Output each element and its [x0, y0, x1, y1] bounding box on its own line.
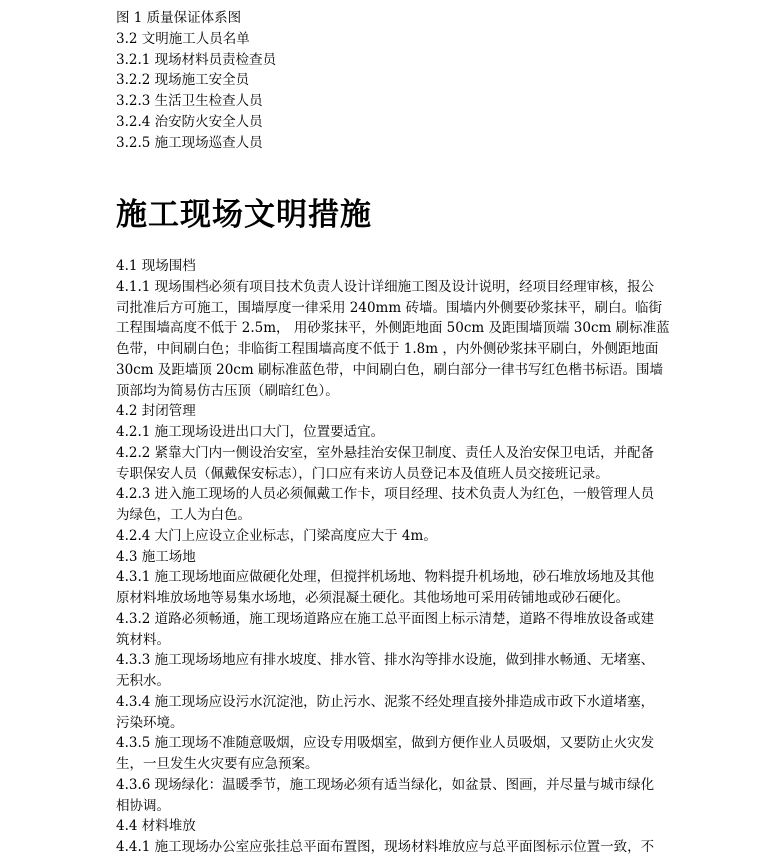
text-line: 司批准后方可施工，围墙厚度一律采用 240mm 砖墙。围墙内外侧要砂浆抹平，刷白。临街 — [116, 299, 662, 316]
text-line: 4.3.3 施工现场场地应有排水坡度、排水管、排水沟等排水设施，做到排水畅通、无堵塞、 — [116, 652, 655, 669]
text-line: 4.3.5 施工现场不准随意吸烟，应设专用吸烟室，做到方便作业人员吸烟，又要防止火灾发 — [116, 735, 655, 752]
body-text — [116, 256, 672, 858]
text-line: 4.3.4 施工现场应设污水沉淀池，防止污水、泥浆不经处理直接外排造成市政下水道堵塞， — [116, 693, 655, 710]
text-line: 色带，中间刷白色；非临街工程围墙高度不低于 1.8m ，内外侧砂浆抹平刷白，外侧距地面 — [116, 341, 659, 357]
text-line: 4.2.4 大门上应设立企业标志，门梁高度应大于 4m。 — [116, 527, 437, 544]
text-line: 无积水。 — [116, 673, 170, 689]
toc-item: 3.2.2 现场施工安全员 — [116, 72, 250, 89]
toc-item: 3.2.4 治安防火安全人员 — [116, 113, 263, 130]
text-line: 4.2.1 施工现场设进出口大门，位置要适宜。 — [116, 424, 385, 440]
text-line: 30cm 及距墙顶 20cm 刷标准蓝色带，中间刷白色，刷白部分一律书写红色楷书标语。围墙 — [116, 361, 663, 378]
text-line: 4.3.1 施工现场地面应做硬化处理，但搅拌机场地、物料提升机场地，砂石堆放场地及其他 — [116, 569, 655, 586]
text-line: 为绿色，工人为白色。 — [116, 507, 251, 523]
text-line: 4.3.2 道路必须畅通，施工现场道路应在施工总平面图上标示清楚，道路不得堆放设备或建 — [116, 610, 655, 627]
toc-item: 3.2.3 生活卫生检查人员 — [116, 93, 263, 110]
text-line: 专职保安人员（佩戴保安标志），门口应有来访人员登记本及值班人员交接班记录。 — [116, 465, 609, 482]
text-line: 4.1 现场围档 — [116, 258, 196, 274]
text-line: 4.4 材料堆放 — [116, 818, 196, 835]
text-line: 生，一旦发生火灾要有应急预案。 — [116, 756, 319, 772]
text-line: 工程围墙高度不低于 2.5m， 用砂浆抹平，外侧距地面 50cm 及距围墙顶端 30cm 刷标准蓝 — [116, 320, 670, 337]
text-line: 4.3 施工场地 — [116, 548, 196, 565]
text-line: 4.2.2 紧靠大门内一侧设治安室，室外悬挂治安保卫制度、责任人及治安保卫电话，并配备 — [116, 444, 655, 461]
text-line: 4.2.3 进入施工现场的人员必须佩戴工作卡，项目经理、技术负责人为红色，一般管理人员 — [116, 486, 655, 503]
toc-item: 图 1 质量保证体系图 — [116, 10, 242, 26]
text-line: 4.2 封闭管理 — [116, 403, 196, 420]
text-line: 顶部均为简易仿古压顶（刷暗红色）。 — [116, 382, 339, 399]
toc-item: 3.2.5 施工现场巡查人员 — [116, 134, 263, 151]
text-line: 筑材料。 — [116, 631, 170, 648]
section-heading: 施工现场文明措施 — [116, 197, 372, 233]
text-line: 原材料堆放场地等易集水场地，必须混凝土硬化。其他场地可采用砖铺地或砂石硬化。 — [116, 590, 629, 606]
text-line: 相协调。 — [116, 797, 170, 814]
text-line: 4.1.1 现场围档必须有项目技术负责人设计详细施工图及设计说明，经项目经理审核，报公 — [116, 278, 655, 295]
text-line: 污染环境。 — [116, 714, 184, 731]
text-line: 4.4.1 施工现场办公室应张挂总平面布置图，现场材料堆放应与总平面图标示位置一致，不 — [116, 839, 655, 855]
toc-item: 3.2.1 现场材料员责检查员 — [116, 51, 277, 68]
table-of-contents — [116, 8, 676, 154]
toc-item: 3.2 文明施工人员名单 — [116, 30, 250, 47]
text-line: 4.3.6 现场绿化：温暖季节，施工现场必须有适当绿化，如盆景、图画，并尽量与城市绿化 — [116, 776, 655, 793]
